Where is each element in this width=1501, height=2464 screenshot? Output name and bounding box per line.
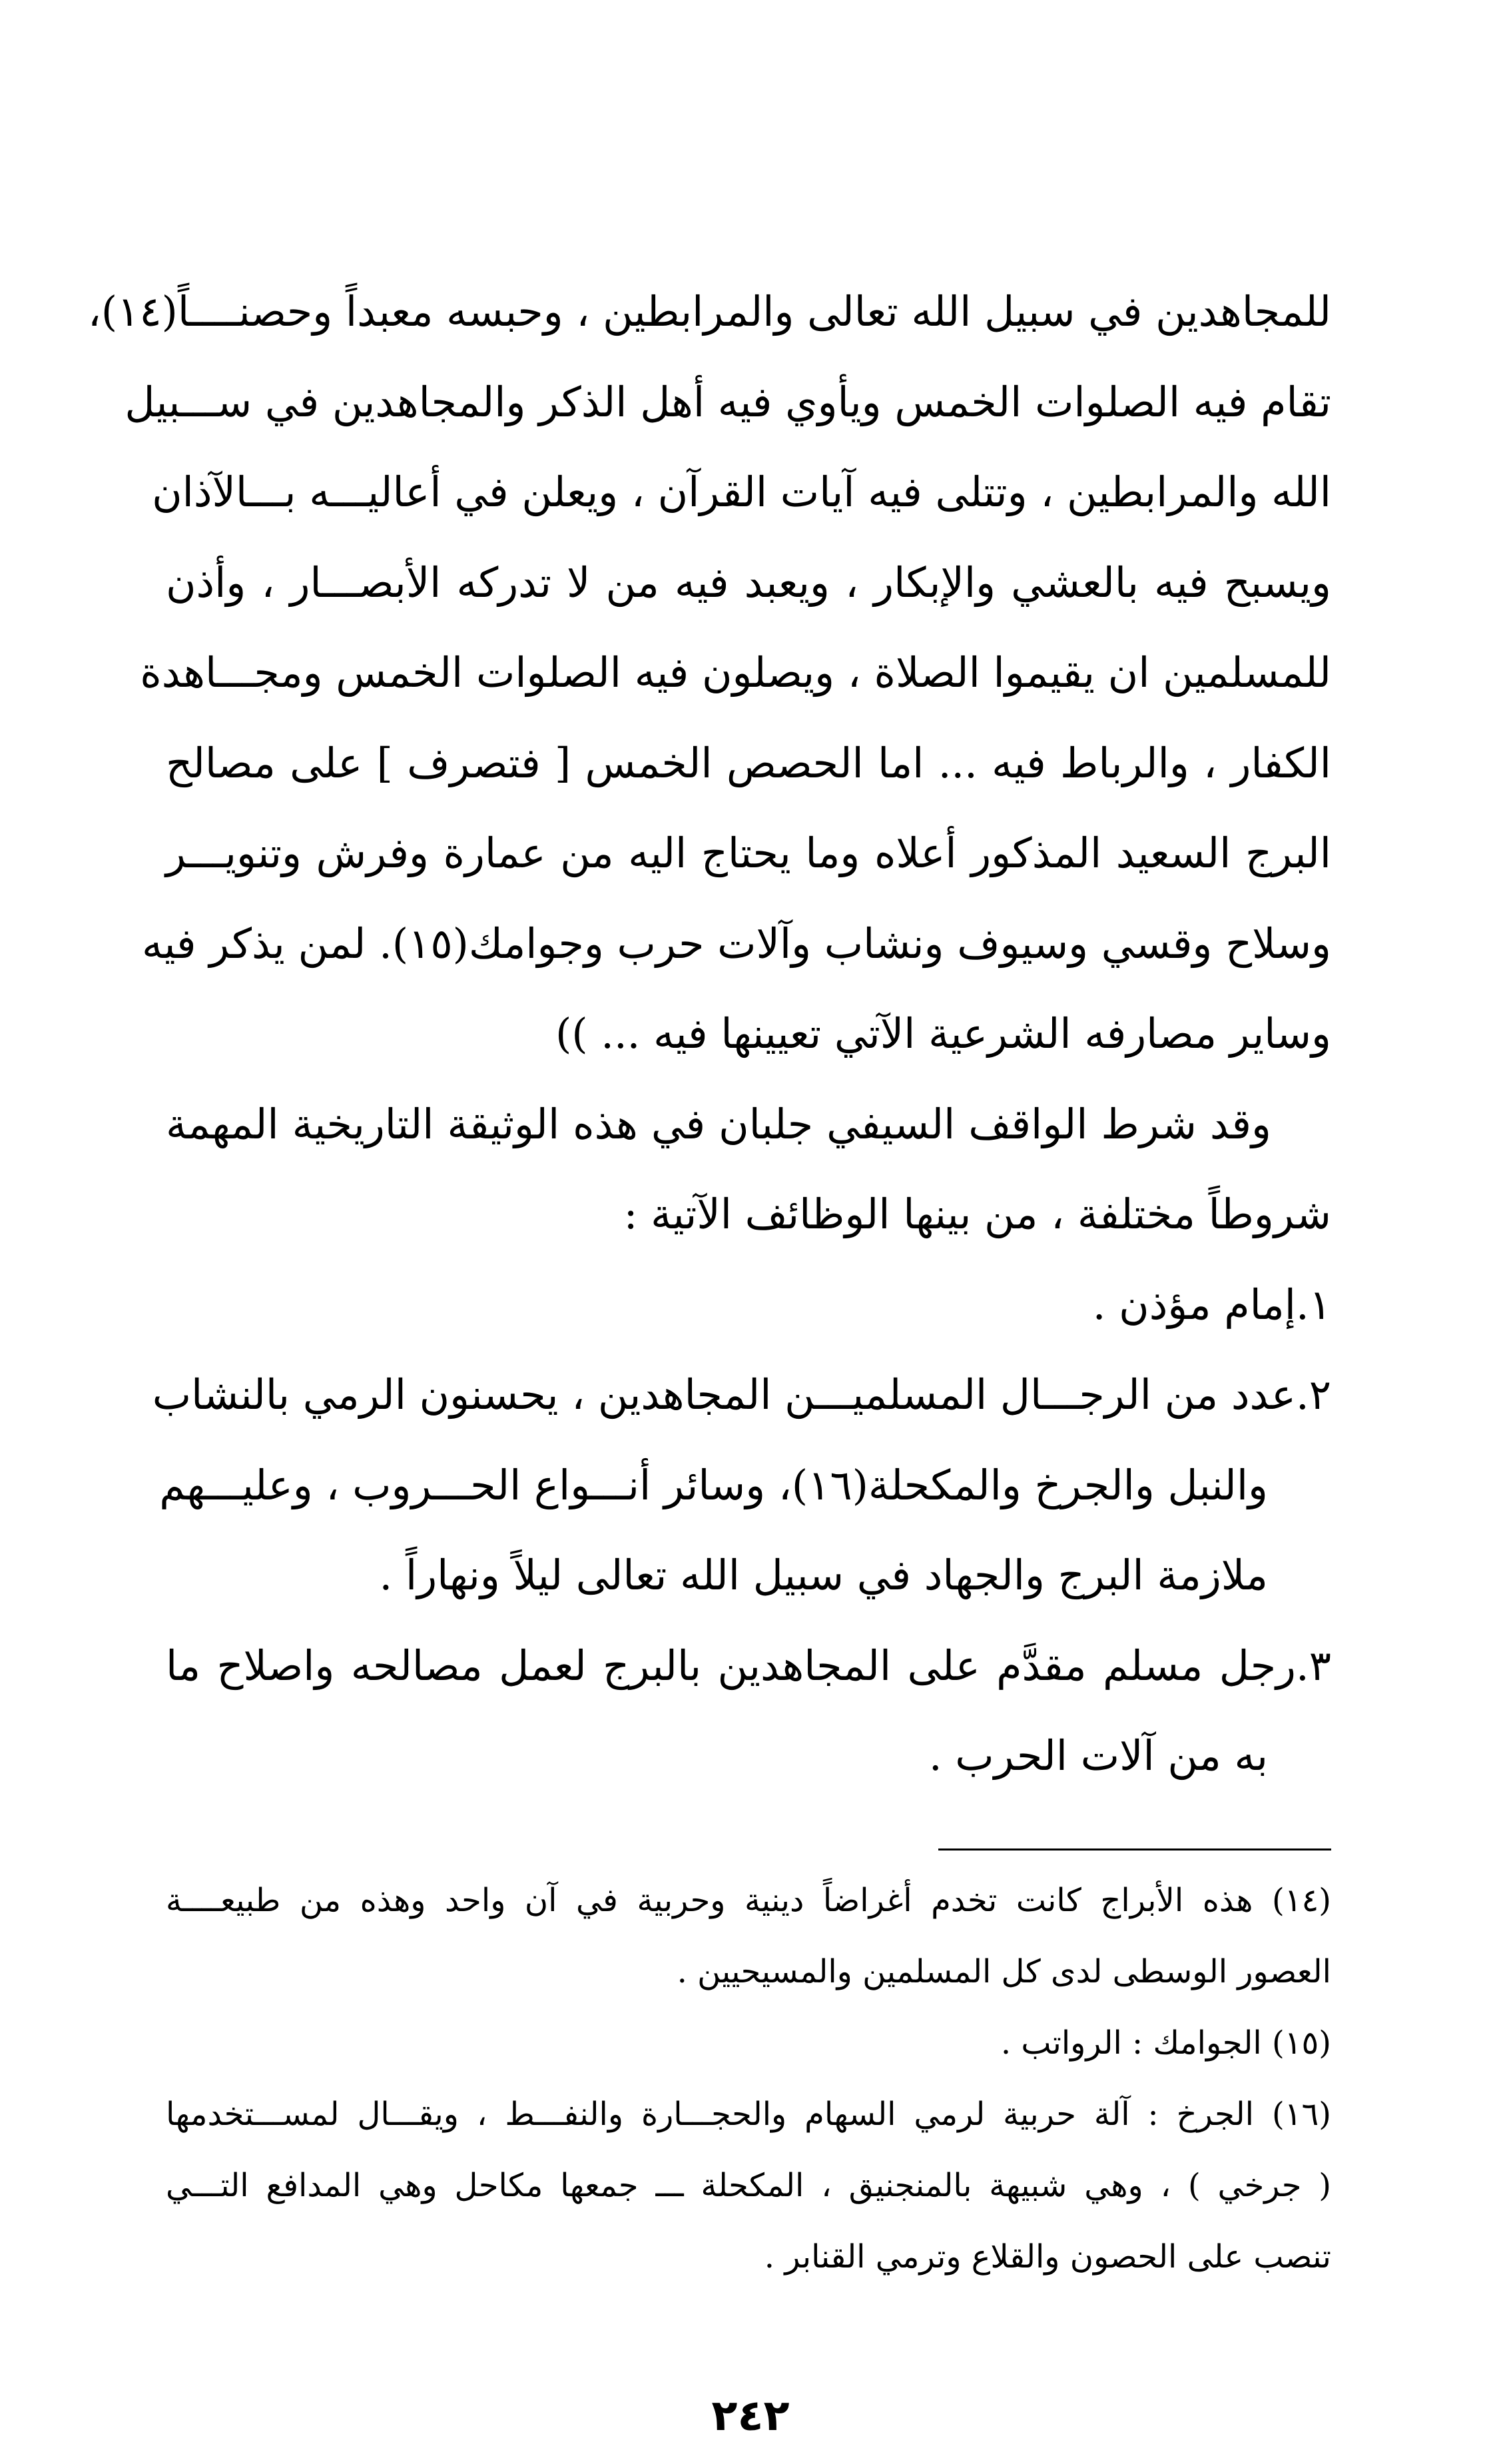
text-line: الكفار ، والرباط فيه ... اما الحصص الخمس [ فتصرف ] على مصالح — [166, 738, 1332, 787]
footnote-14-continuation: العصور الوسطى لدى كل المسلمين والمسيحيين . — [677, 1953, 1331, 1990]
text-line: ويسبح فيه بالعشي والإبكار ، ويعبد فيه من لا تدركه الأبصـــار ، وأذن — [166, 558, 1331, 607]
footnote-16-continuation: تنصب على الحصون والقلاع وترمي القنابر . — [764, 2238, 1331, 2275]
footnotes — [166, 1865, 1331, 2293]
body-text — [87, 266, 1332, 1801]
footnote-16: (١٦) الجرخ : آلة حربية لرمي السهام والحجـــارة والنفـــط ، ويقـــال لمســـتخدمها — [166, 2096, 1331, 2133]
list-item-2: ٢.عدد من الرجـــال المسلميـــن المجاهدين ، يحسنون الرمي بالنشاب — [152, 1370, 1331, 1419]
text-line: البرج السعيد المذكور أعلاه وما يحتاج اليه من عمارة وفرش وتنويـــر — [166, 829, 1331, 877]
text-line: وساير مصارفه الشرعية الآتي تعيينها فيه ... )) — [555, 1009, 1331, 1058]
list-item-1: ١.إمام مؤذن . — [1092, 1280, 1331, 1329]
list-item-2-continuation: ملازمة البرج والجهاد في سبيل الله تعالى ليلاً ونهاراً . — [379, 1551, 1268, 1599]
footnote-15: (١٥) الجوامك : الرواتب . — [1000, 2024, 1331, 2062]
text-line: للمسلمين ان يقيموا الصلاة ، ويصلون فيه الصلوات الخمس ومجـــاهدة — [140, 648, 1331, 697]
paragraph-first-line: وقد شرط الواقف السيفي جلبان في هذه الوثيقة التاريخية المهمة — [166, 1099, 1271, 1148]
list-item-2-continuation: والنبل والجرخ والمكحلة(١٦)، وسائر أنـــواع الحـــروب ، وعليـــهم — [159, 1460, 1268, 1509]
page-number: ٢٤٢ — [711, 2391, 790, 2441]
footnote-14: (١٤) هذه الأبراج كانت تخدم أغراضاً دينية وحربية في آن واحد وهذه من طبيعــــة — [166, 1882, 1331, 1919]
list-item-3-continuation: به من آلات الحرب . — [928, 1731, 1268, 1780]
text-line: للمجاهدين في سبيل الله تعالى والمرابطين ، وحبسه معبداً وحصنــــاً(١٤)، — [87, 287, 1331, 336]
text-line: الله والمرابطين ، وتتلى فيه آيات القرآن ، ويعلن في أعاليـــه بـــالآذان — [152, 468, 1331, 516]
text-line: شروطاً مختلفة ، من بينها الوظائف الآتية : — [623, 1190, 1331, 1238]
text-line: وسلاح وقسي وسيوف ونشاب وآلات حرب وجوامك(١٥). لمن يذكر فيه — [141, 919, 1331, 968]
footnote-separator — [938, 1848, 1331, 1850]
text-line: تقام فيه الصلوات الخمس ويأوي فيه أهل الذكر والمجاهدين في ســـبيل — [125, 377, 1331, 426]
list-item-3: ٣.رجل مسلم مقدَّم على المجاهدين بالبرج لعمل مصالحه واصلاح ما — [166, 1641, 1331, 1690]
footnote-16-continuation: ( جرخي ) ، وهي شبيهة بالمنجنيق ، المكحلة ـــ جمعها مكاحل وهي المدافع التـــي — [166, 2167, 1331, 2204]
